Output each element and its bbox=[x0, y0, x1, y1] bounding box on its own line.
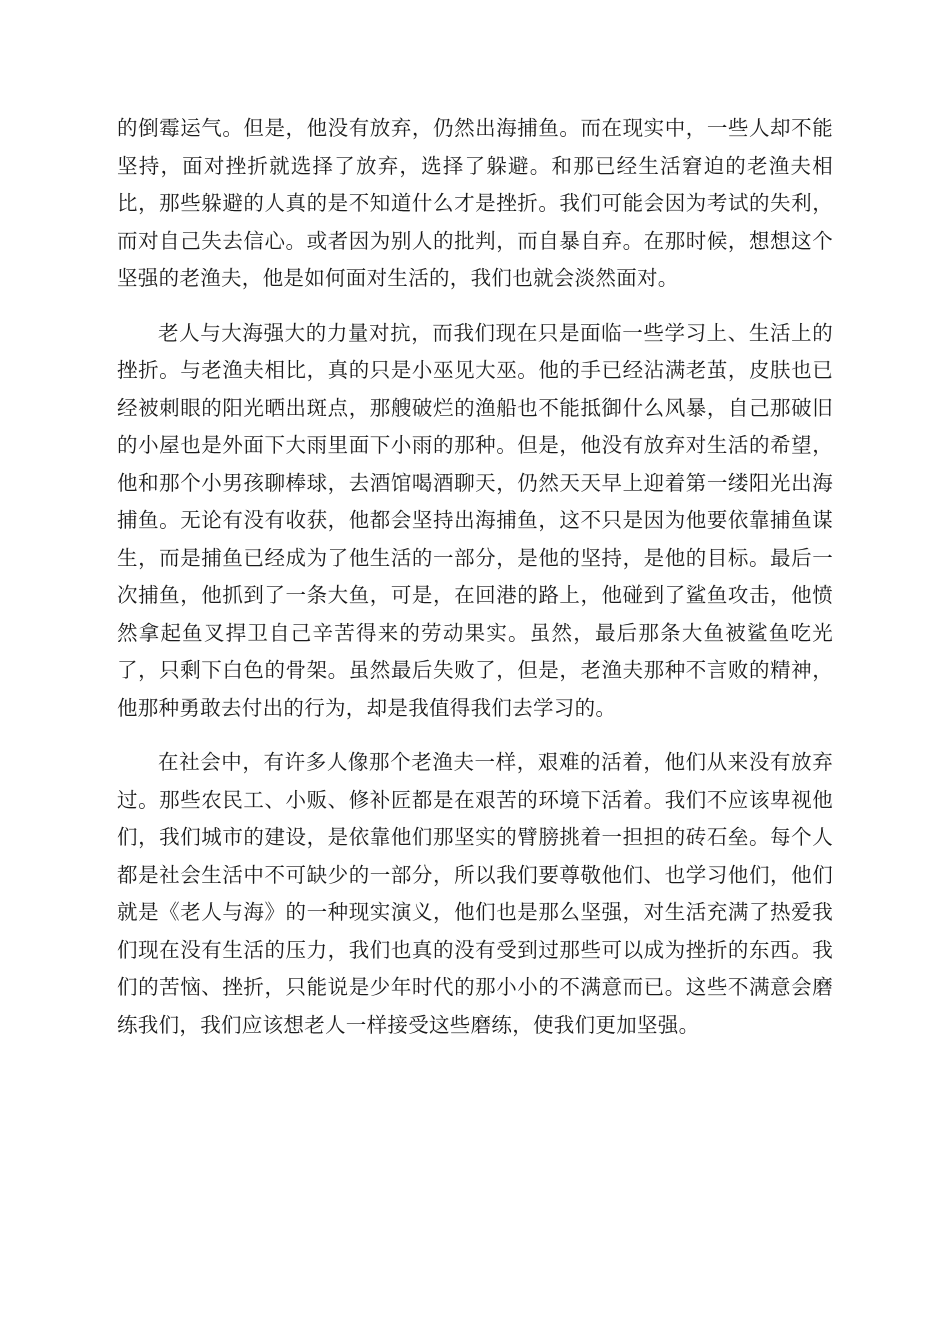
paragraph-1: 的倒霉运气。但是，他没有放弃，仍然出海捕鱼。而在现实中，一些人却不能坚持，面对挫折就选择了放弃，选择了躲避。和那已经生活窘迫的老渔夫相比，那些躲避的人真的是不知道什么才是挫折。我们可能会因为考试的失利，而对自己失去信心。或者因为别人的批判，而自暴自弃。在那时候，想想这个坚强的老渔夫，他是如何面对生活的，我们也就会淡然面对。 bbox=[117, 116, 833, 290]
paragraph-2: 老人与大海强大的力量对抗，而我们现在只是面临一些学习上、生活上的挫折。与老渔夫相比，真的只是小巫见大巫。他的手已经沾满老茧，皮肤也已经被刺眼的阳光晒出斑点，那艘破烂的渔船也不能抵御什么风暴，自己那破旧的小屋也是外面下大雨里面下小雨的那种。但是，他没有放弃对生活的希望，他和那个小男孩聊棒球，去酒馆喝酒聊天，仍然天天早上迎着第一缕阳光出海捕鱼。无论有没有收获，他都会坚持出海捕鱼，这不只是因为他要依靠捕鱼谋生，而是捕鱼已经成为了他生活的一部分，是他的坚持，是他的目标。最后一次捕鱼，他抓到了一条大鱼，可是，在回港的路上，他碰到了鲨鱼攻击，他愤然拿起鱼叉捍卫自己辛苦得来的劳动果实。虽然，最后那条大鱼被鲨鱼吃光了，只剩下白色的骨架。虽然最后失败了，但是，老渔夫那种不言败的精神，他那种勇敢去付出的行为，却是我值得我们去学习的。 bbox=[117, 320, 833, 720]
document-page bbox=[117, 110, 833, 1061]
paragraph-3: 在社会中，有许多人像那个老渔夫一样，艰难的活着，他们从来没有放弃过。那些农民工、小贩、修补匠都是在艰苦的环境下活着。我们不应该卑视他们，我们城市的建设，是依靠他们那坚实的臂膀挑着一担担的砖石垒。每个人都是社会生活中不可缺少的一部分，所以我们要尊敬他们、也学习他们，他们就是《老人与海》的一种现实演义，他们也是那么坚强，对生活充满了热爱我们现在没有生活的压力，我们也真的没有受到过那些可以成为挫折的东西。我们的苦恼、挫折，只能说是少年时代的那小小的不满意而已。这些不满意会磨练我们，我们应该想老人一样接受这些磨练，使我们更加坚强。 bbox=[117, 750, 833, 1037]
